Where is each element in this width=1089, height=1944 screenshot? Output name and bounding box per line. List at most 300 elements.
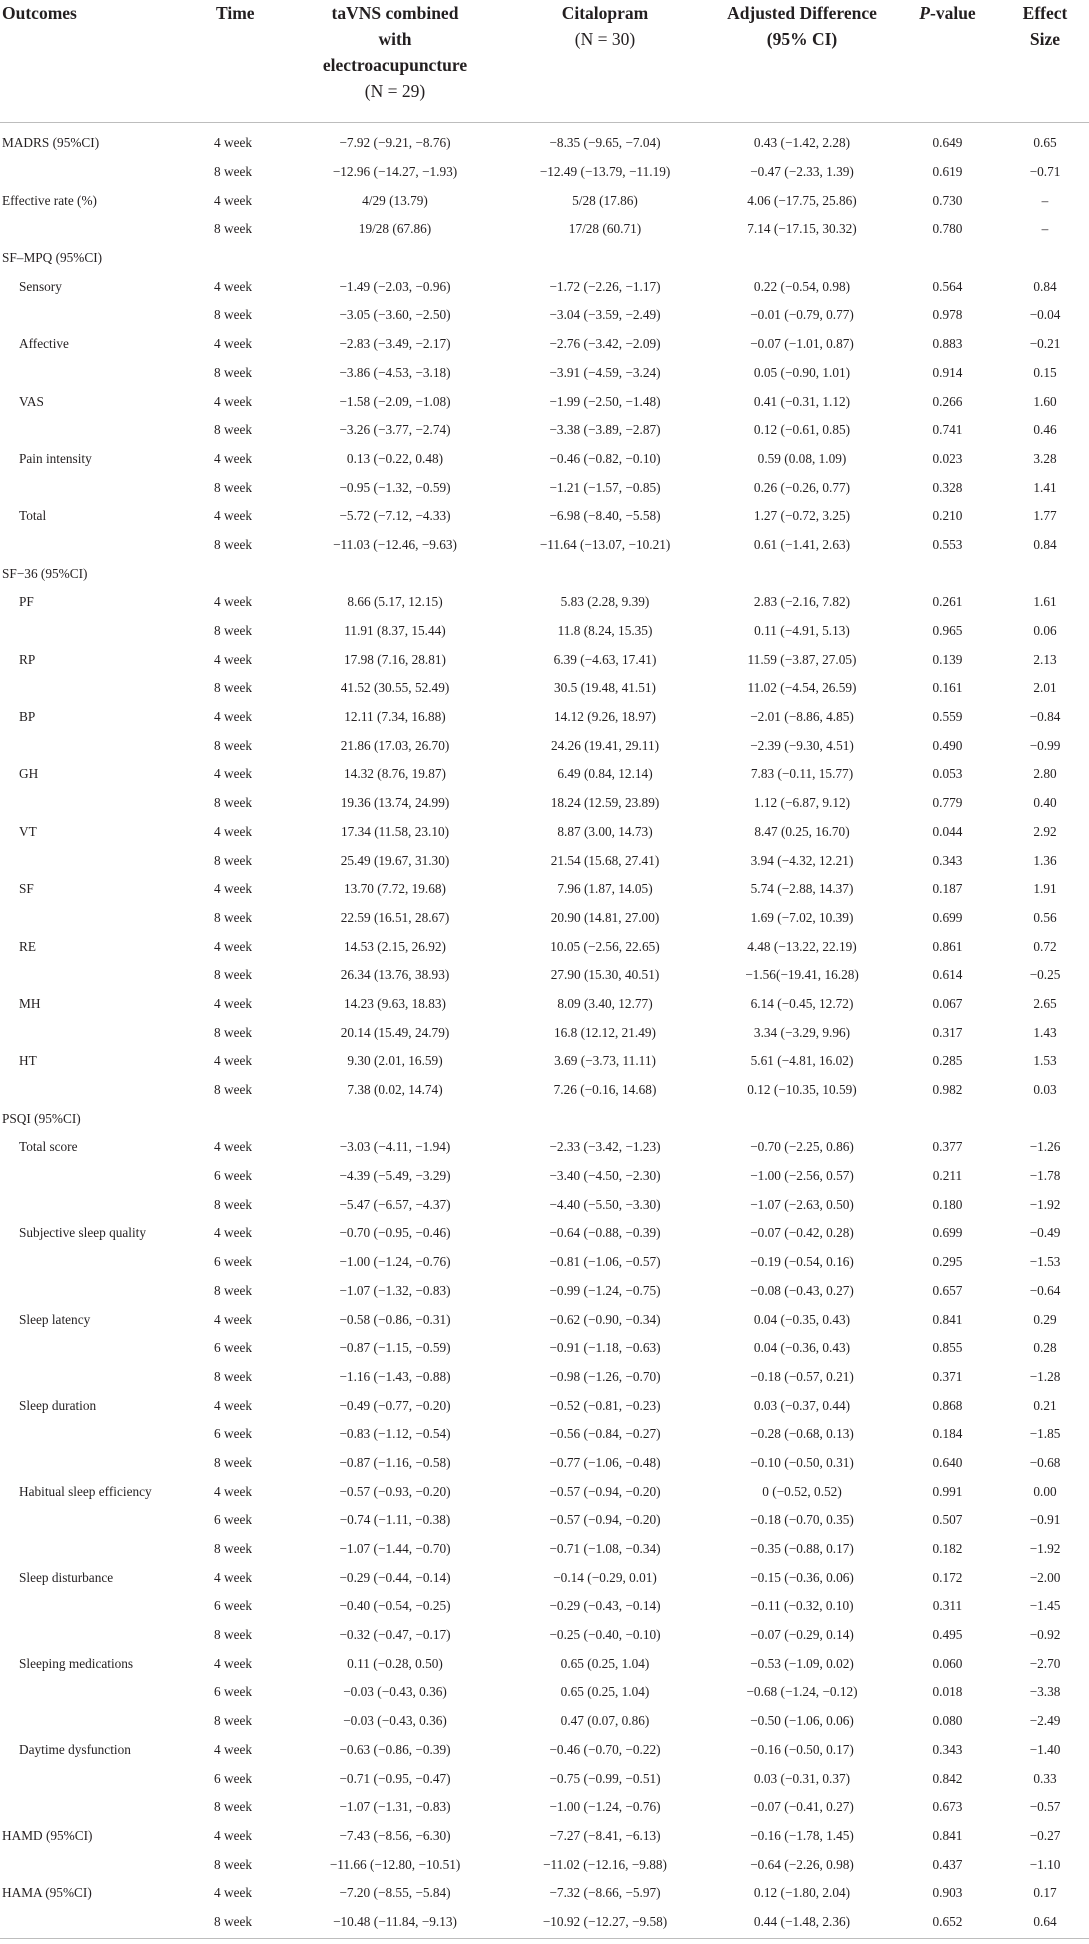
p-value-cell: 0.914 [932,364,963,380]
tavns-cell: −0.32 (−0.47, −0.17) [339,1627,451,1643]
citalopram-cell: −0.46 (−0.70, −0.22) [549,1741,661,1757]
p-value-cell: 0.855 [932,1340,963,1356]
outcome-cell: VAS [19,393,44,409]
outcome-cell: MADRS (95%CI) [2,135,100,151]
adjusted-difference-cell: −0.16 (−1.78, 1.45) [750,1827,854,1843]
citalopram-cell: −0.14 (−0.29, 0.01) [553,1569,657,1585]
time-cell: 6 week [214,1598,253,1614]
p-value-cell: 0.495 [932,1627,963,1643]
outcome-cell [0,1190,214,1219]
adjusted-difference-cell: −0.47 (−2.33, 1.39) [750,164,854,180]
adjusted-difference-cell: −0.07 (−0.42, 0.28) [750,1225,854,1241]
tavns-cell: −3.05 (−3.60, −2.50) [339,307,451,323]
time-cell: 4 week [214,135,253,151]
time-cell: 4 week [214,1139,253,1155]
table-row [0,1506,1089,1535]
tavns-cell [290,559,500,588]
header-adjusted-difference [710,0,894,123]
outcome-cell [0,1793,214,1822]
header-adjusted-line1: Adjusted Difference [727,3,877,23]
time-cell: 4 week [214,508,253,524]
tavns-cell: −0.95 (−1.32, −0.59) [339,479,451,495]
outcome-cell [0,531,214,560]
time-cell: 6 week [214,1254,253,1270]
effect-size-cell: −0.91 [1029,1512,1061,1528]
table-row [0,1248,1089,1277]
outcome-cell [0,1076,214,1105]
header-citalopram-label: Citalopram [561,3,649,23]
header-p-suffix: -value [930,3,976,23]
p-value-cell: 0.067 [932,995,963,1011]
table-row [0,1879,1089,1908]
time-cell: 4 week [214,938,253,954]
tavns-cell: −3.86 (−4.53, −3.18) [339,364,451,380]
header-effect-line1: Effect [1022,3,1068,23]
citalopram-cell: 7.26 (−0.16, 14.68) [553,1082,657,1098]
effect-size-cell: 0.17 [1033,1885,1057,1901]
time-cell: 8 week [214,164,253,180]
time-cell: 6 week [214,1340,253,1356]
citalopram-cell: −3.38 (−3.89, −2.87) [549,422,661,438]
adjusted-difference-cell: 11.59 (−3.87, 27.05) [747,651,857,667]
p-value-cell: 0.261 [932,594,963,610]
tavns-cell: 17.34 (11.58, 23.10) [340,823,450,839]
table-row [0,1793,1089,1822]
effect-size-cell: 0.56 [1033,909,1057,925]
p-value-cell: 0.965 [932,623,963,639]
adjusted-difference-cell: −0.07 (−0.41, 0.27) [750,1799,854,1815]
table-row [0,1621,1089,1650]
adjusted-difference-cell: 0.12 (−10.35, 10.59) [747,1082,857,1098]
time-cell: 4 week [214,393,253,409]
tavns-cell: −0.29 (−0.44, −0.14) [339,1569,451,1585]
table-row [0,846,1089,875]
tavns-cell: −5.47 (−6.57, −4.37) [339,1196,451,1212]
adjusted-difference-cell: −2.01 (−8.86, 4.85) [750,709,854,725]
tavns-cell: −7.20 (−8.55, −5.84) [339,1885,451,1901]
outcome-cell [0,1592,214,1621]
citalopram-cell: −10.92 (−12.27, −9.58) [542,1913,668,1929]
outcome-cell: Total score [19,1139,78,1155]
header-effect-line2: Size [1029,29,1061,49]
p-value-cell: 0.619 [932,164,963,180]
header-citalopram-n: (N = 30) [574,29,636,49]
tavns-cell: 7.38 (0.02, 14.74) [347,1082,443,1098]
citalopram-cell: −3.40 (−4.50, −2.30) [549,1168,661,1184]
tavns-cell: −0.57 (−0.93, −0.20) [339,1483,451,1499]
adjusted-difference-cell: −1.07 (−2.63, 0.50) [750,1196,854,1212]
table-row [0,1305,1089,1334]
effect-size-cell: −0.64 [1029,1282,1061,1298]
effect-size-cell: 2.92 [1033,823,1057,839]
tavns-cell: 41.52 (30.55, 52.49) [340,680,450,696]
header-p-letter: P [919,3,930,23]
table-row [0,1363,1089,1392]
effect-size-cell: −0.84 [1029,709,1061,725]
p-value-cell: 0.161 [932,680,963,696]
citalopram-cell [500,244,710,273]
adjusted-difference-cell: −1.56(−19.41, 16.28) [745,967,859,983]
p-value-cell: 0.295 [932,1254,963,1270]
effect-size-cell: −1.78 [1029,1168,1061,1184]
tavns-cell: −2.83 (−3.49, −2.17) [339,336,451,352]
outcome-cell [0,789,214,818]
citalopram-cell: 10.05 (−2.56, 22.65) [550,938,660,954]
p-value-cell: 0.649 [932,135,963,151]
citalopram-cell: −11.02 (−12.16, −9.88) [543,1856,667,1872]
tavns-cell: −7.43 (−8.56, −6.30) [339,1827,451,1843]
effect-size-cell: −1.53 [1029,1254,1061,1270]
citalopram-cell: 0.47 (0.07, 0.86) [560,1713,650,1729]
tavns-cell: 19/28 (67.86) [358,221,432,237]
outcome-cell [0,846,214,875]
table-row [0,123,1089,158]
tavns-cell: 20.14 (15.49, 24.79) [340,1024,450,1040]
tavns-cell: −1.00 (−1.24, −0.76) [339,1254,451,1270]
table-body [0,123,1089,1937]
header-citalopram [500,0,710,123]
effect-size-cell: 0.46 [1033,422,1057,438]
table-row [0,244,1089,273]
header-p-value [894,0,1001,123]
outcome-cell: Sleep duration [19,1397,97,1413]
citalopram-cell [500,559,710,588]
p-value-cell: 0.080 [932,1713,963,1729]
p-value-cell: 0.559 [932,709,963,725]
time-cell: 4 week [214,766,253,782]
time-cell: 4 week [214,278,253,294]
outcome-cell: HT [19,1053,37,1069]
effect-size-cell [1001,1104,1089,1133]
p-value-cell: 0.699 [932,909,963,925]
citalopram-cell: 21.54 (15.68, 27.41) [550,852,660,868]
effect-size-cell: −0.27 [1029,1827,1061,1843]
effect-size-cell: −0.71 [1029,164,1061,180]
table-row [0,1764,1089,1793]
tavns-cell: −10.48 (−11.84, −9.13) [333,1913,457,1929]
effect-size-cell: 0.28 [1033,1340,1057,1356]
p-value-cell: 0.640 [932,1454,963,1470]
outcome-cell: HAMA (95%CI) [2,1885,92,1901]
outcome-cell: SF [19,881,34,897]
adjusted-difference-cell: 7.14 (−17.15, 30.32) [747,221,857,237]
effect-size-cell: 0.65 [1033,135,1057,151]
table-row [0,272,1089,301]
tavns-cell: 14.32 (8.76, 19.87) [344,766,446,782]
outcome-cell [0,416,214,445]
effect-size-cell: −0.21 [1029,336,1061,352]
adjusted-difference-cell: −1.00 (−2.56, 0.57) [750,1168,854,1184]
citalopram-cell: 5/28 (17.86) [572,192,638,208]
table-row [0,990,1089,1019]
citalopram-cell: −1.21 (−1.57, −0.85) [549,479,661,495]
time-cell: 8 week [214,1856,253,1872]
table-row [0,330,1089,359]
p-value-cell: 0.652 [932,1913,963,1929]
header-tavns-line2: with [378,29,412,49]
citalopram-cell: 8.09 (3.40, 12.77) [557,995,653,1011]
table-row [0,1736,1089,1765]
outcome-cell: MH [19,995,41,1011]
outcome-cell [0,158,214,187]
time-cell: 8 week [214,1713,253,1729]
p-value-cell: 0.779 [932,795,963,811]
citalopram-cell: −0.75 (−0.99, −0.51) [549,1770,661,1786]
tavns-cell: −1.16 (−1.43, −0.88) [339,1368,451,1384]
outcome-cell [0,1850,214,1879]
table-bottom-rule [0,1938,1089,1939]
tavns-cell: −7.92 (−9.21, −8.76) [339,135,451,151]
effect-size-cell: −0.49 [1029,1225,1061,1241]
outcome-cell [0,1449,214,1478]
effect-size-cell: −2.70 [1029,1655,1061,1671]
citalopram-cell: 16.8 (12.12, 21.49) [554,1024,656,1040]
adjusted-difference-cell: 0.03 (−0.31, 0.37) [753,1770,851,1786]
adjusted-difference-cell: 8.47 (0.25, 16.70) [754,823,850,839]
effect-size-cell: 0.21 [1033,1397,1057,1413]
outcome-cell [0,215,214,244]
table-row [0,760,1089,789]
citalopram-cell: 17/28 (60.71) [568,221,642,237]
tavns-cell: −12.96 (−14.27, −1.93) [332,164,458,180]
effect-size-cell: −1.10 [1029,1856,1061,1872]
tavns-cell: 21.86 (17.03, 26.70) [340,737,450,753]
outcome-cell [0,1363,214,1392]
adjusted-difference-cell: −0.18 (−0.57, 0.21) [750,1368,854,1384]
citalopram-cell: 18.24 (12.59, 23.89) [550,795,660,811]
outcome-cell: PSQI (95%CI) [2,1110,81,1126]
table-row [0,1277,1089,1306]
outcome-cell: Sleep disturbance [19,1569,114,1585]
adjusted-difference-cell: 0.04 (−0.35, 0.43) [753,1311,851,1327]
p-value-cell: 0.883 [932,336,963,352]
effect-size-cell: −1.40 [1029,1741,1061,1757]
time-cell [214,1104,290,1133]
adjusted-difference-cell: 0.12 (−1.80, 2.04) [753,1885,851,1901]
tavns-cell: 22.59 (16.51, 28.67) [340,909,450,925]
adjusted-difference-cell: −0.68 (−1.24, −0.12) [746,1684,858,1700]
tavns-cell: −0.03 (−0.43, 0.36) [343,1684,447,1700]
time-cell: 8 week [214,1627,253,1643]
adjusted-difference-cell: −0.64 (−2.26, 0.98) [750,1856,854,1872]
citalopram-cell: −2.33 (−3.42, −1.23) [549,1139,661,1155]
tavns-cell: 17.98 (7.16, 28.81) [344,651,446,667]
time-cell: 8 week [214,536,253,552]
effect-size-cell: 3.28 [1033,450,1057,466]
table-row [0,588,1089,617]
adjusted-difference-cell: −0.19 (−0.54, 0.16) [750,1254,854,1270]
tavns-cell: −0.03 (−0.43, 0.36) [343,1713,447,1729]
tavns-cell: −1.07 (−1.31, −0.83) [339,1799,451,1815]
outcome-cell [0,1678,214,1707]
effect-size-cell: −0.57 [1029,1799,1061,1815]
citalopram-cell: 14.12 (9.26, 18.97) [554,709,656,725]
outcome-cell [0,473,214,502]
outcome-cell: Pain intensity [19,450,92,466]
adjusted-difference-cell: 0.03 (−0.37, 0.44) [753,1397,851,1413]
time-cell: 8 week [214,1196,253,1212]
header-tavns-line3: electroacupuncture [322,55,468,75]
citalopram-cell: −0.77 (−1.06, −0.48) [549,1454,661,1470]
table-row [0,1420,1089,1449]
citalopram-cell: −7.27 (−8.41, −6.13) [549,1827,661,1843]
adjusted-difference-cell: 0 (−0.52, 0.52) [762,1483,842,1499]
effect-size-cell: 1.77 [1033,508,1057,524]
outcome-cell: RE [19,938,36,954]
p-value-cell: 0.657 [932,1282,963,1298]
table-header [0,0,1089,123]
adjusted-difference-cell: 0.26 (−0.26, 0.77) [753,479,851,495]
citalopram-cell: −0.81 (−1.06, −0.57) [549,1254,661,1270]
p-value-cell: 0.490 [932,737,963,753]
citalopram-cell: 20.90 (14.81, 27.00) [550,909,660,925]
outcome-cell [0,301,214,330]
header-adjusted-line2: (95% CI) [766,29,838,49]
outcome-cell [0,617,214,646]
time-cell: 8 week [214,422,253,438]
table-row [0,559,1089,588]
effect-size-cell: 0.29 [1033,1311,1057,1327]
time-cell: 4 week [214,1053,253,1069]
citalopram-cell: −8.35 (−9.65, −7.04) [549,135,661,151]
outcome-cell [0,1535,214,1564]
p-value-cell: 0.861 [932,938,963,954]
p-value-cell: 0.868 [932,1397,963,1413]
effect-size-cell: −3.38 [1029,1684,1061,1700]
tavns-cell: 26.34 (13.76, 38.93) [340,967,450,983]
p-value-cell [894,1104,1001,1133]
tavns-cell: 13.70 (7.72, 19.68) [344,881,446,897]
tavns-cell: −0.83 (−1.12, −0.54) [339,1426,451,1442]
adjusted-difference-cell: 5.74 (−2.88, 14.37) [750,881,854,897]
outcome-cell: GH [19,766,39,782]
citalopram-cell: −0.46 (−0.82, −0.10) [549,450,661,466]
citalopram-cell: −1.99 (−2.50, −1.48) [549,393,661,409]
time-cell: 8 week [214,479,253,495]
table-row [0,1018,1089,1047]
time-cell: 4 week [214,594,253,610]
adjusted-difference-cell: 3.34 (−3.29, 9.96) [753,1024,851,1040]
table-row [0,301,1089,330]
time-cell: 4 week [214,1827,253,1843]
effect-size-cell [1001,559,1089,588]
table-row [0,1391,1089,1420]
citalopram-cell: −0.29 (−0.43, −0.14) [549,1598,661,1614]
table-row [0,1908,1089,1937]
adjusted-difference-cell: 0.44 (−1.48, 2.36) [753,1913,851,1929]
citalopram-cell: −0.62 (−0.90, −0.34) [549,1311,661,1327]
adjusted-difference-cell: 0.59 (0.08, 1.09) [757,450,847,466]
effect-size-cell: 0.64 [1033,1913,1057,1929]
tavns-cell: −0.87 (−1.16, −0.58) [339,1454,451,1470]
tavns-cell: 0.11 (−0.28, 0.50) [347,1655,443,1671]
tavns-cell: 19.36 (13.74, 24.99) [340,795,450,811]
outcome-cell: RP [19,651,36,667]
effect-size-cell: 1.36 [1033,852,1057,868]
time-cell: 4 week [214,709,253,725]
p-value-cell: 0.507 [932,1512,963,1528]
time-cell: 8 week [214,1454,253,1470]
table-row [0,1707,1089,1736]
tavns-cell: −3.26 (−3.77, −2.74) [339,422,451,438]
table-row [0,1133,1089,1162]
citalopram-cell: −0.25 (−0.40, −0.10) [549,1627,661,1643]
outcome-cell [0,731,214,760]
effect-size-cell: 1.60 [1033,393,1057,409]
tavns-cell: −0.40 (−0.54, −0.25) [339,1598,451,1614]
citalopram-cell: 24.26 (19.41, 29.11) [550,737,660,753]
p-value-cell: 0.741 [932,422,963,438]
adjusted-difference-cell: −0.15 (−0.36, 0.06) [750,1569,854,1585]
table-row [0,1649,1089,1678]
adjusted-difference-cell: −2.39 (−9.30, 4.51) [750,737,854,753]
adjusted-difference-cell: 11.02 (−4.54, 26.59) [747,680,857,696]
tavns-cell: −11.66 (−12.80, −10.51) [329,1856,461,1872]
p-value-cell: 0.053 [932,766,963,782]
effect-size-cell: 0.00 [1033,1483,1057,1499]
table-row [0,904,1089,933]
p-value-cell: 0.060 [932,1655,963,1671]
p-value-cell: 0.553 [932,536,963,552]
p-value-cell: 0.317 [932,1024,963,1040]
effect-size-cell [1001,244,1089,273]
tavns-cell: 9.30 (2.01, 16.59) [347,1053,443,1069]
outcome-cell [0,961,214,990]
p-value-cell: 0.841 [932,1311,963,1327]
outcome-cell: HAMD (95%CI) [2,1827,93,1843]
time-cell: 6 week [214,1426,253,1442]
outcome-cell [0,1277,214,1306]
outcome-cell: Total [19,508,47,524]
effect-size-cell: −2.00 [1029,1569,1061,1585]
p-value-cell: 0.780 [932,221,963,237]
table-row [0,387,1089,416]
p-value-cell: 0.699 [932,1225,963,1241]
table-row [0,1535,1089,1564]
effect-size-cell: – [1041,192,1049,208]
header-tavns [290,0,500,123]
time-cell: 4 week [214,1655,253,1671]
time-cell: 6 week [214,1512,253,1528]
adjusted-difference-cell: −0.16 (−0.50, 0.17) [750,1741,854,1757]
effect-size-cell: 0.33 [1033,1770,1057,1786]
outcome-cell [0,1420,214,1449]
time-cell: 6 week [214,1168,253,1184]
p-value-cell: 0.187 [932,881,963,897]
outcome-cell: Effective rate (%) [2,192,97,208]
adjusted-difference-cell: 3.94 (−4.32, 12.21) [750,852,854,868]
effect-size-cell: 0.84 [1033,536,1057,552]
adjusted-difference-cell: −0.50 (−1.06, 0.06) [750,1713,854,1729]
outcome-cell [0,674,214,703]
tavns-cell: −0.63 (−0.86, −0.39) [339,1741,451,1757]
tavns-cell: 11.91 (8.37, 15.44) [344,623,446,639]
outcome-cell: Affective [19,336,69,352]
outcome-cell: Sleeping medications [19,1655,134,1671]
citalopram-cell: −12.49 (−13.79, −11.19) [539,164,671,180]
adjusted-difference-cell: 4.48 (−13.22, 22.19) [747,938,857,954]
adjusted-difference-cell [710,559,894,588]
p-value-cell [894,244,1001,273]
adjusted-difference-cell: 0.04 (−0.36, 0.43) [753,1340,851,1356]
table-row [0,703,1089,732]
tavns-cell: −0.74 (−1.11, −0.38) [339,1512,451,1528]
time-cell: 4 week [214,336,253,352]
tavns-cell: −0.58 (−0.86, −0.31) [339,1311,451,1327]
p-value-cell: 0.023 [932,450,963,466]
tavns-cell: 14.53 (2.15, 26.92) [344,938,446,954]
p-value-cell: 0.018 [932,1684,963,1700]
